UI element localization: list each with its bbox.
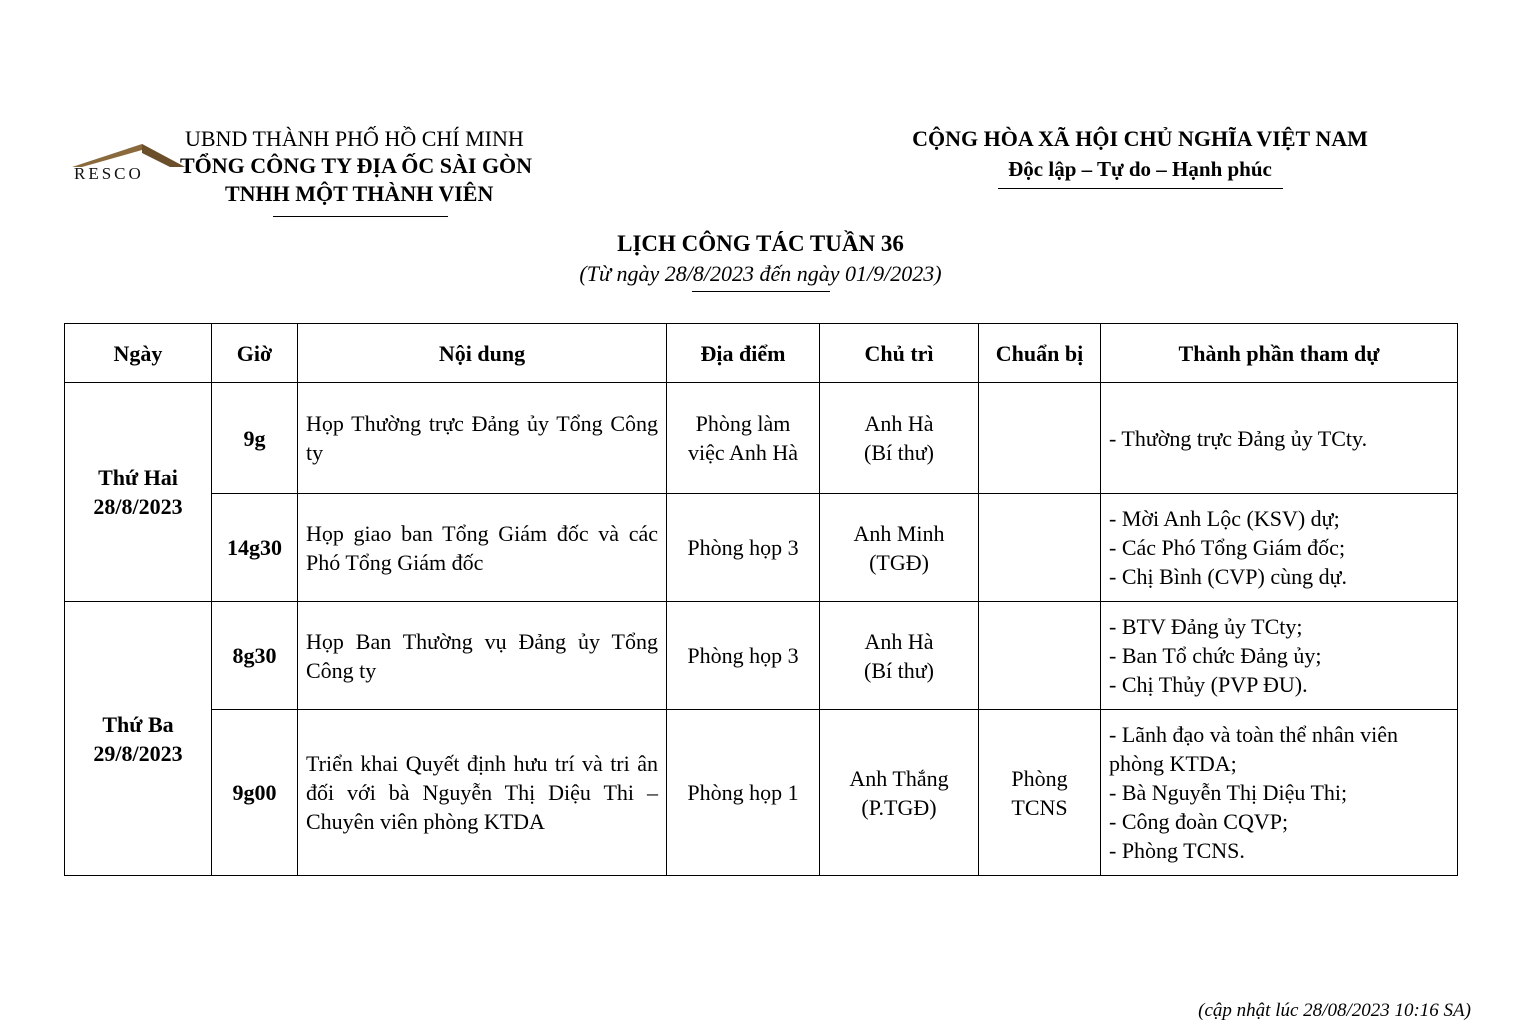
country-name: CỘNG HÒA XÃ HỘI CHỦ NGHĨA VIỆT NAM: [912, 126, 1368, 151]
host-title: (Bí thư): [864, 657, 934, 683]
attendee-line: - Mời Anh Lộc (KSV) dự;: [1109, 506, 1340, 531]
attendee-line: - Thường trực Đảng ủy TCty.: [1109, 425, 1368, 451]
attendees-cell: [1101, 602, 1458, 710]
column-header-host: Chủ trì: [820, 324, 979, 383]
host-title: (Bí thư): [864, 440, 934, 465]
prep-cell: Phòng TCNS: [979, 710, 1101, 876]
parent-authority: UBND THÀNH PHỐ HỒ CHÍ MINH: [185, 126, 524, 151]
day-name: Thứ Hai: [98, 465, 178, 490]
day-date: 29/8/2023: [93, 740, 183, 766]
place-cell: [667, 383, 820, 494]
column-header-content: Nội dung: [298, 324, 667, 383]
table-row: [65, 710, 1458, 876]
table-header-row: [65, 324, 1458, 383]
content-cell: Họp Ban Thường vụ Đảng ủy Tổng Công ty: [298, 602, 667, 710]
place-line: Phòng họp 3: [687, 535, 799, 560]
national-header: [860, 126, 1420, 189]
company-type: TNHH MỘT THÀNH VIÊN: [225, 181, 494, 206]
host-name: Anh Minh: [853, 520, 945, 546]
attendee-line: - Các Phó Tổng Giám đốc;: [1109, 535, 1346, 560]
host-cell: [820, 494, 979, 602]
table-row: [65, 602, 1458, 710]
attendee-line: - BTV Đảng ủy TCty;: [1109, 614, 1303, 639]
document-title: LỊCH CÔNG TÁC TUẦN 36: [617, 231, 904, 256]
time-cell: 14g30: [212, 494, 298, 602]
table-row: [65, 383, 1458, 494]
table-row: [65, 494, 1458, 602]
host-cell: [820, 602, 979, 710]
document-title-block: [0, 231, 1521, 292]
attendee-line: - Phòng TCNS.: [1109, 838, 1245, 863]
divider: [998, 188, 1283, 189]
attendee-line: - Chị Bình (CVP) cùng dự.: [1109, 564, 1348, 589]
content-cell: Họp Thường trực Đảng ủy Tổng Công ty: [298, 383, 667, 494]
attendee-line: - Chị Thủy (PVP ĐU).: [1109, 672, 1308, 697]
prep-cell: [979, 602, 1101, 710]
place-line: việc Anh Hà: [688, 440, 798, 465]
company-name: TỔNG CÔNG TY ĐỊA ỐC SÀI GÒN: [180, 153, 533, 178]
prep-cell: [979, 383, 1101, 494]
last-updated-note: (cập nhật lúc 28/08/2023 10:16 SA): [1198, 1000, 1471, 1021]
host-name: Anh Hà: [864, 411, 934, 436]
host-cell: [820, 710, 979, 876]
place-cell: [667, 602, 820, 710]
column-header-place: Địa điểm: [667, 324, 820, 383]
attendee-line: phòng KTDA;: [1109, 751, 1237, 776]
schedule-table: [64, 323, 1458, 876]
host-name: Anh Thắng: [849, 765, 949, 791]
day-cell: [65, 383, 212, 602]
day-name: Thứ Ba: [102, 711, 174, 737]
content-cell: Họp giao ban Tổng Giám đốc và các Phó Tổng Giám đốc: [298, 494, 667, 602]
column-header-prep: Chuẩn bị: [979, 324, 1101, 383]
time-cell: 8g30: [212, 602, 298, 710]
time-cell: 9g: [212, 383, 298, 494]
host-cell: [820, 383, 979, 494]
logo-text: RESCO: [74, 164, 144, 183]
column-header-attendees: Thành phần tham dự: [1101, 324, 1458, 383]
content-cell: Triển khai Quyết định hưu trí và tri ân đối với bà Nguyễn Thị Diệu Thi – Chuyên viên phòng KTDA: [298, 710, 667, 876]
attendee-line: - Lãnh đạo và toàn thể nhân viên: [1109, 722, 1398, 747]
attendees-cell: [1101, 383, 1458, 494]
document-subtitle: (Từ ngày 28/8/2023 đến ngày 01/9/2023): [579, 261, 942, 286]
attendee-line: - Bà Nguyễn Thị Diệu Thi;: [1109, 780, 1348, 805]
column-header-day: Ngày: [65, 324, 212, 383]
place-line: Phòng làm: [695, 411, 791, 436]
prep-cell: [979, 494, 1101, 602]
day-date: 28/8/2023: [93, 494, 183, 519]
place-cell: [667, 494, 820, 602]
time-cell: 9g00: [212, 710, 298, 876]
host-name: Anh Hà: [864, 628, 934, 654]
host-title: (TGĐ): [869, 549, 929, 575]
place-cell: [667, 710, 820, 876]
host-title: (P.TGĐ): [861, 794, 937, 820]
divider: [692, 291, 830, 292]
day-cell: [65, 602, 212, 876]
attendee-line: - Công đoàn CQVP;: [1109, 809, 1289, 834]
place-line: Phòng họp 3: [687, 643, 799, 668]
attendees-cell: [1101, 494, 1458, 602]
national-motto: Độc lập – Tự do – Hạnh phúc: [1008, 157, 1272, 181]
attendees-cell: [1101, 710, 1458, 876]
divider: [273, 216, 448, 217]
place-line: Phòng họp 1: [687, 780, 799, 805]
column-header-time: Giờ: [212, 324, 298, 383]
resco-logo: [70, 134, 190, 183]
attendee-line: - Ban Tổ chức Đảng ủy;: [1109, 643, 1322, 668]
